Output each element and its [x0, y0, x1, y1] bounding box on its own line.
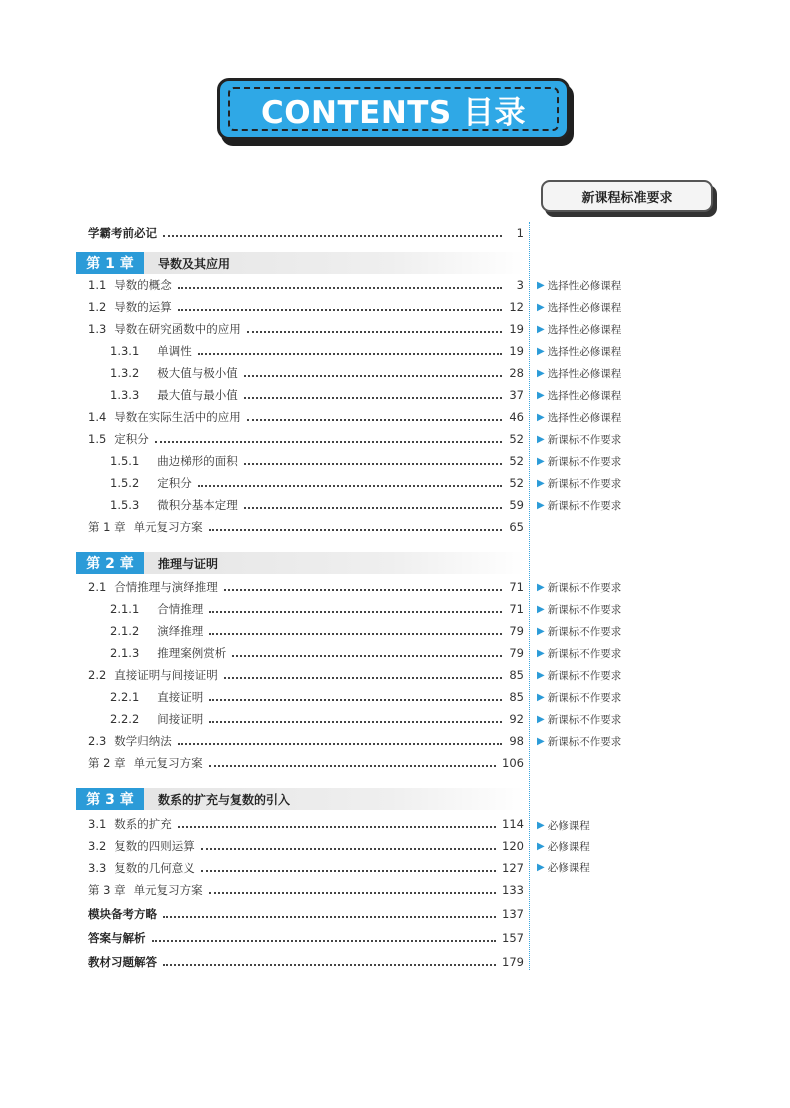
toc-entry[interactable]: [110, 688, 524, 706]
requirement-text: 选择性必修课程: [547, 367, 622, 380]
requirement-text: 新课标不作要求: [547, 625, 622, 638]
page-number: 52: [509, 476, 524, 490]
entry-number: 3.3: [88, 861, 107, 875]
entry-title: 学霸考前必记: [88, 226, 157, 240]
title-banner-frame: [228, 87, 559, 131]
title-banner: [217, 78, 570, 140]
chapter-tag: 第 2 章: [76, 552, 144, 574]
entry-title: 导数的运算: [114, 300, 172, 314]
toc-entry-back[interactable]: [88, 905, 524, 923]
dot-leader: [224, 677, 502, 679]
dot-leader: [244, 507, 502, 509]
entry-title: 定积分: [157, 476, 192, 490]
dot-leader: [155, 441, 502, 443]
triangle-right-icon: ▶: [537, 735, 545, 747]
page-number: 28: [509, 366, 524, 380]
toc-entry[interactable]: [88, 408, 524, 426]
entry-number: 1.5: [88, 432, 107, 446]
page-number: 12: [509, 300, 524, 314]
page-number: 79: [509, 624, 524, 638]
entry-title: 推理案例赏析: [157, 646, 227, 660]
dot-leader: [209, 611, 502, 613]
toc-entry[interactable]: [88, 666, 524, 684]
entry-number: 1.3.1: [110, 344, 140, 358]
entry-title: 导数在实际生活中的应用: [114, 410, 241, 424]
requirement-label: [537, 497, 621, 513]
triangle-right-icon: ▶: [537, 603, 545, 615]
triangle-right-icon: ▶: [537, 279, 545, 291]
entry-number: 2.3: [88, 734, 107, 748]
chapter-title: 推理与证明: [158, 556, 219, 571]
triangle-right-icon: ▶: [537, 477, 545, 489]
requirement-text: 新课标不作要求: [547, 433, 622, 446]
triangle-right-icon: ▶: [537, 433, 545, 445]
page-number: 71: [509, 580, 524, 594]
entry-number: 2.2.1: [110, 690, 140, 704]
entry-title: 最大值与最小值: [157, 388, 238, 402]
entry-number: 第 1 章: [88, 520, 126, 534]
entry-number: 2.1.1: [110, 602, 140, 616]
toc-entry[interactable]: [110, 386, 524, 404]
standards-header: 新课程标准要求: [541, 180, 713, 212]
toc-entry[interactable]: [88, 859, 524, 877]
requirement-text: 新课标不作要求: [547, 455, 622, 468]
requirement-label: [537, 838, 590, 854]
requirement-label: [537, 579, 621, 595]
requirement-label: [537, 859, 590, 875]
entry-title: 演绎推理: [157, 624, 204, 638]
toc-entry[interactable]: [110, 600, 524, 618]
triangle-right-icon: ▶: [537, 411, 545, 423]
entry-title: 定积分: [114, 432, 149, 446]
page-number: 85: [509, 668, 524, 682]
toc-entry[interactable]: [88, 276, 524, 294]
entry-number: 3.2: [88, 839, 107, 853]
requirement-text: 新课标不作要求: [547, 691, 622, 704]
page-number: 179: [502, 955, 524, 969]
entry-title: 单调性: [157, 344, 192, 358]
entry-title: 曲边梯形的面积: [157, 454, 238, 468]
requirement-text: 新课标不作要求: [547, 713, 622, 726]
dot-leader: [224, 589, 502, 591]
entry-number: 2.2: [88, 668, 107, 682]
triangle-right-icon: ▶: [537, 840, 545, 852]
requirement-label: [537, 623, 621, 639]
page-number: 106: [502, 756, 524, 770]
triangle-right-icon: ▶: [537, 389, 545, 401]
chapter-header-3: [76, 788, 526, 810]
page-number: 92: [509, 712, 524, 726]
dot-leader: [201, 870, 496, 872]
dot-leader: [209, 765, 496, 767]
requirement-label: [537, 431, 621, 447]
entry-number: 1.5.1: [110, 454, 140, 468]
entry-number: 第 3 章: [88, 883, 126, 897]
entry-number: 1.4: [88, 410, 107, 424]
dot-leader: [163, 964, 496, 966]
triangle-right-icon: ▶: [537, 625, 545, 637]
triangle-right-icon: ▶: [537, 455, 545, 467]
requirement-label: [537, 601, 621, 617]
triangle-right-icon: ▶: [537, 323, 545, 335]
page-number: 65: [509, 520, 524, 534]
entry-number: 2.1.2: [110, 624, 140, 638]
requirement-label: [537, 453, 621, 469]
requirement-label: [537, 299, 621, 315]
page-number: 79: [509, 646, 524, 660]
requirement-text: 选择性必修课程: [547, 411, 622, 424]
dot-leader: [163, 235, 502, 237]
dot-leader: [209, 892, 496, 894]
entry-title: 复数的几何意义: [114, 861, 195, 875]
triangle-right-icon: ▶: [537, 499, 545, 511]
toc-entry[interactable]: [110, 474, 524, 492]
entry-title: 导数的概念: [114, 278, 172, 292]
dot-leader: [209, 529, 502, 531]
toc-entry-front[interactable]: [88, 224, 524, 242]
entry-number: 1.5.3: [110, 498, 140, 512]
page-number: 127: [502, 861, 524, 875]
requirement-text: 新课标不作要求: [547, 603, 622, 616]
page-number: 85: [509, 690, 524, 704]
page-number: 137: [502, 907, 524, 921]
requirement-text: 选择性必修课程: [547, 301, 622, 314]
dot-leader: [247, 419, 502, 421]
entry-title: 复数的四则运算: [114, 839, 195, 853]
page-number: 52: [509, 454, 524, 468]
requirement-text: 新课标不作要求: [547, 581, 622, 594]
toc-entry-back[interactable]: [88, 953, 524, 971]
triangle-right-icon: ▶: [537, 581, 545, 593]
page-number: 59: [509, 498, 524, 512]
requirement-text: 新课标不作要求: [547, 647, 622, 660]
toc-entry-review[interactable]: [88, 518, 524, 536]
toc-entry[interactable]: [110, 364, 524, 382]
dot-leader: [178, 309, 502, 311]
column-divider: [529, 222, 530, 970]
toc-entry[interactable]: [88, 837, 524, 855]
page-number: 120: [502, 839, 524, 853]
entry-title: 单元复习方案: [133, 883, 203, 897]
chapter-title: 数系的扩充与复数的引入: [158, 792, 291, 807]
dot-leader: [178, 743, 502, 745]
requirement-text: 新课标不作要求: [547, 499, 622, 512]
requirement-label: [537, 667, 621, 683]
entry-title: 合情推理与演绎推理: [114, 580, 218, 594]
entry-number: 1.2: [88, 300, 107, 314]
requirement-label: [537, 321, 621, 337]
toc-entry[interactable]: [110, 644, 524, 662]
page-number: 71: [509, 602, 524, 616]
entry-title: 数系的扩充: [114, 817, 172, 831]
entry-number: 1.3: [88, 322, 107, 336]
entry-number: 2.1: [88, 580, 107, 594]
requirement-text: 必修课程: [547, 861, 590, 874]
triangle-right-icon: ▶: [537, 301, 545, 313]
entry-number: 1.3.3: [110, 388, 140, 402]
requirement-label: [537, 689, 621, 705]
page-title: CONTENTS 目录: [260, 94, 527, 131]
page-number: 37: [509, 388, 524, 402]
entry-title: 极大值与极小值: [157, 366, 238, 380]
page-number: 133: [502, 883, 524, 897]
requirement-label: [537, 475, 621, 491]
entry-title: 合情推理: [157, 602, 204, 616]
requirement-text: 必修课程: [547, 819, 590, 832]
dot-leader: [152, 940, 497, 942]
page-number: 52: [509, 432, 524, 446]
entry-title: 导数在研究函数中的应用: [114, 322, 241, 336]
triangle-right-icon: ▶: [537, 691, 545, 703]
page-number: 19: [509, 322, 524, 336]
requirement-text: 选择性必修课程: [547, 389, 622, 402]
toc-entry[interactable]: [88, 732, 524, 750]
dot-leader: [247, 331, 502, 333]
toc-entry[interactable]: [110, 710, 524, 728]
entry-title: 直接证明与间接证明: [114, 668, 218, 682]
entry-title: 微积分基本定理: [157, 498, 238, 512]
entry-number: 2.2.2: [110, 712, 140, 726]
page-number: 98: [509, 734, 524, 748]
page-number: 1: [516, 226, 524, 240]
toc-entry-review[interactable]: [88, 754, 524, 772]
toc-entry[interactable]: [110, 496, 524, 514]
triangle-right-icon: ▶: [537, 647, 545, 659]
dot-leader: [244, 463, 502, 465]
chapter-header-2: [76, 552, 526, 574]
toc-entry-review[interactable]: [88, 881, 524, 899]
dot-leader: [209, 721, 502, 723]
toc-entry[interactable]: [110, 342, 524, 360]
page-number: 19: [509, 344, 524, 358]
requirement-label: [537, 711, 621, 727]
entry-number: 2.1.3: [110, 646, 140, 660]
entry-number: 3.1: [88, 817, 107, 831]
dot-leader: [198, 485, 502, 487]
triangle-right-icon: ▶: [537, 819, 545, 831]
requirement-label: [537, 365, 621, 381]
chapter-tag: 第 1 章: [76, 252, 144, 274]
dot-leader: [232, 655, 502, 657]
requirement-label: [537, 817, 590, 833]
entry-title: 答案与解析: [88, 931, 146, 945]
requirement-text: 新课标不作要求: [547, 477, 622, 490]
dot-leader: [201, 848, 496, 850]
entry-number: 1.5.2: [110, 476, 140, 490]
page-number: 3: [516, 278, 524, 292]
toc-entry[interactable]: [88, 298, 524, 316]
dot-leader: [209, 633, 502, 635]
dot-leader: [244, 397, 502, 399]
toc-entry[interactable]: [88, 815, 524, 833]
entry-number: 1.3.2: [110, 366, 140, 380]
toc-entry[interactable]: [110, 452, 524, 470]
requirement-label: [537, 733, 621, 749]
entry-title: 单元复习方案: [133, 756, 203, 770]
requirement-text: 选择性必修课程: [547, 345, 622, 358]
page-number: 46: [509, 410, 524, 424]
requirement-label: [537, 387, 621, 403]
requirement-label: [537, 277, 621, 293]
requirement-text: 选择性必修课程: [547, 323, 622, 336]
requirement-text: 选择性必修课程: [547, 279, 622, 292]
dot-leader: [178, 826, 496, 828]
dot-leader: [178, 287, 502, 289]
requirement-label: [537, 343, 621, 359]
chapter-header-1: [76, 252, 526, 274]
entry-number: 第 2 章: [88, 756, 126, 770]
requirement-label: [537, 409, 621, 425]
triangle-right-icon: ▶: [537, 367, 545, 379]
toc-entry[interactable]: [88, 430, 524, 448]
entry-number: 1.1: [88, 278, 107, 292]
triangle-right-icon: ▶: [537, 713, 545, 725]
page-number: 157: [502, 931, 524, 945]
triangle-right-icon: ▶: [537, 669, 545, 681]
requirement-label: [537, 645, 621, 661]
dot-leader: [244, 375, 502, 377]
entry-title: 模块备考方略: [88, 907, 157, 921]
chapter-tag: 第 3 章: [76, 788, 144, 810]
requirement-text: 新课标不作要求: [547, 669, 622, 682]
dot-leader: [198, 353, 502, 355]
entry-title: 间接证明: [157, 712, 204, 726]
toc-entry-back[interactable]: [88, 929, 524, 947]
chapter-title: 导数及其应用: [158, 256, 231, 271]
triangle-right-icon: ▶: [537, 861, 545, 873]
requirement-text: 必修课程: [547, 840, 590, 853]
requirement-text: 新课标不作要求: [547, 735, 622, 748]
toc-entry[interactable]: [88, 578, 524, 596]
triangle-right-icon: ▶: [537, 345, 545, 357]
entry-title: 单元复习方案: [133, 520, 203, 534]
entry-title: 教材习题解答: [88, 955, 157, 969]
dot-leader: [209, 699, 502, 701]
entry-title: 直接证明: [157, 690, 204, 704]
dot-leader: [163, 916, 496, 918]
toc-entry[interactable]: [110, 622, 524, 640]
page-number: 114: [502, 817, 524, 831]
toc-entry[interactable]: [88, 320, 524, 338]
entry-title: 数学归纳法: [114, 734, 172, 748]
